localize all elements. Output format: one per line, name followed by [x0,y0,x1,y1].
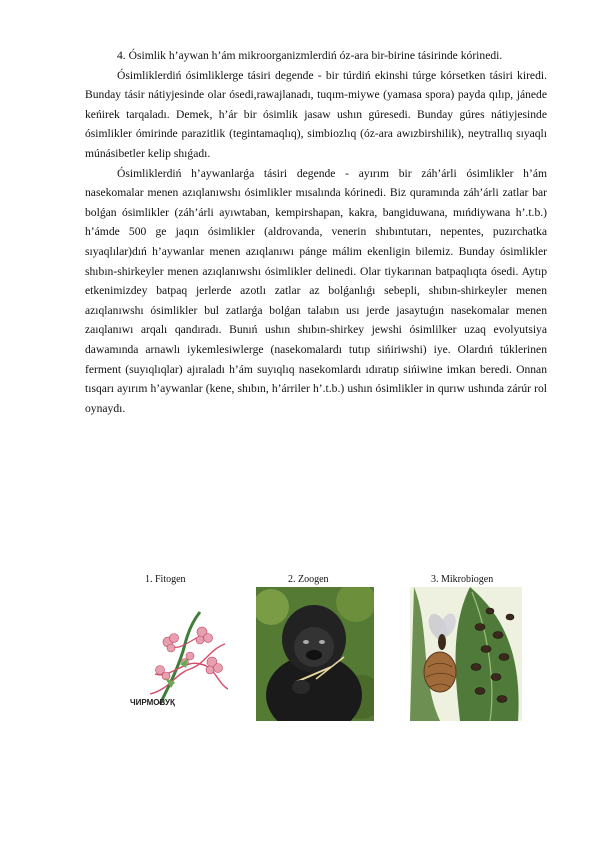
figure-1-caption: 1. Fitogen [145,574,186,585]
figure-3-image [410,587,522,721]
figure-2-image [256,587,374,721]
paragraph-3: Ósimliklerdiń h’aywanlarǵa tásiri degende - ayırım bir záh’árli ósimlikler h’ám nasekomalar menen azıqlanıwshı ósimlikler mısalında kórinedi. Biz quramında záh’árli zatlar bar bolǵan ósimlikler (záh’árli ayıwtaban, kempirshapan, kakra, bangiduwana, mıńdiywana h’.t.b.) h’ámde 500 ge jaqın ósimlikler (aldrovanda, venerin shıbıntutarı, nepentes, puzırchatka sıyaqlılar)dıń h’aywanlar menen azıqlanıwı pánge málim ekenligin bilemiz. Bunday ósimlikler shıbın-shirkeyler menen azıqlanıwshı ósimlikler delinedi. Olar tiykarınan batpaqlıqta ósedi. Aytıp etkenimizdey batpaq jerlerde azotlı zatlar az bolǵanlıǵı sebepli, shıbın-shirkeyler menen azıqlanıwshı ósimlikler bul zatlarǵa bolǵan talabın usı jerde jasaytuǵın nasekomalar menen zaıqlanıwı arqalı qandıradı. Bunıń ushın shıbın-shirkey jewshi ósimlilker uzaq evolyutsiya dawamında arnawlı iykemlesiwlerge (nasekomalardı tutıp sińiriwshi) iye. Olardıń túklerinen ferment (suyıqlıqlar) ajıraladı h’ám suyıqlıq nasekomlardı ıdıratıp sińiwine imkan beredi. Onnan tısqarı ayırım h’aywanlar (kene, shıbın, h’árriler h’.t.b.) ushın ósimlikler in qurıw ushında zárúr rol oynaydı. [85,166,547,415]
body-text [85,46,547,418]
figure-1-image [130,604,240,714]
figure-1-inner-label: ЧИРМОВУҚ [130,698,175,707]
leaf-disease-illustration [410,587,522,721]
figure-row [0,574,596,734]
figure-3-caption: 3. Mikrobiogen [431,574,494,585]
gorilla-photo-illustration [256,587,374,721]
paragraph-2: Ósimliklerdiń ósimliklerge tásiri degende - bir túrdiń ekinshi túrge kórsetken tásiri kiredi. Bunday tásir nátiyjesinde olar ósedi,rawajlanadı, tuqım-miywe (yamasa spora) payda qılıp, jánede keńirek tarqaladı. Demek, h’ár bir ósimlik jasaw ushın gúresedi. Bunday gúres nátiyjesinde ósimlikler ómirinde parazitlik (tegintamaqlıq), simbiozlıq (óz-ara awızbirshilik), neytrallıq sıyaqlı múnásibetler kelip shıǵadı. [85,68,547,160]
paragraph-1: 4. Ósimlik h’aywan h’ám mikroorganizmlerdiń óz-ara bir-birine tásirinde kórinedi. [117,49,503,62]
figure-2-caption: 2. Zoogen [288,574,329,585]
